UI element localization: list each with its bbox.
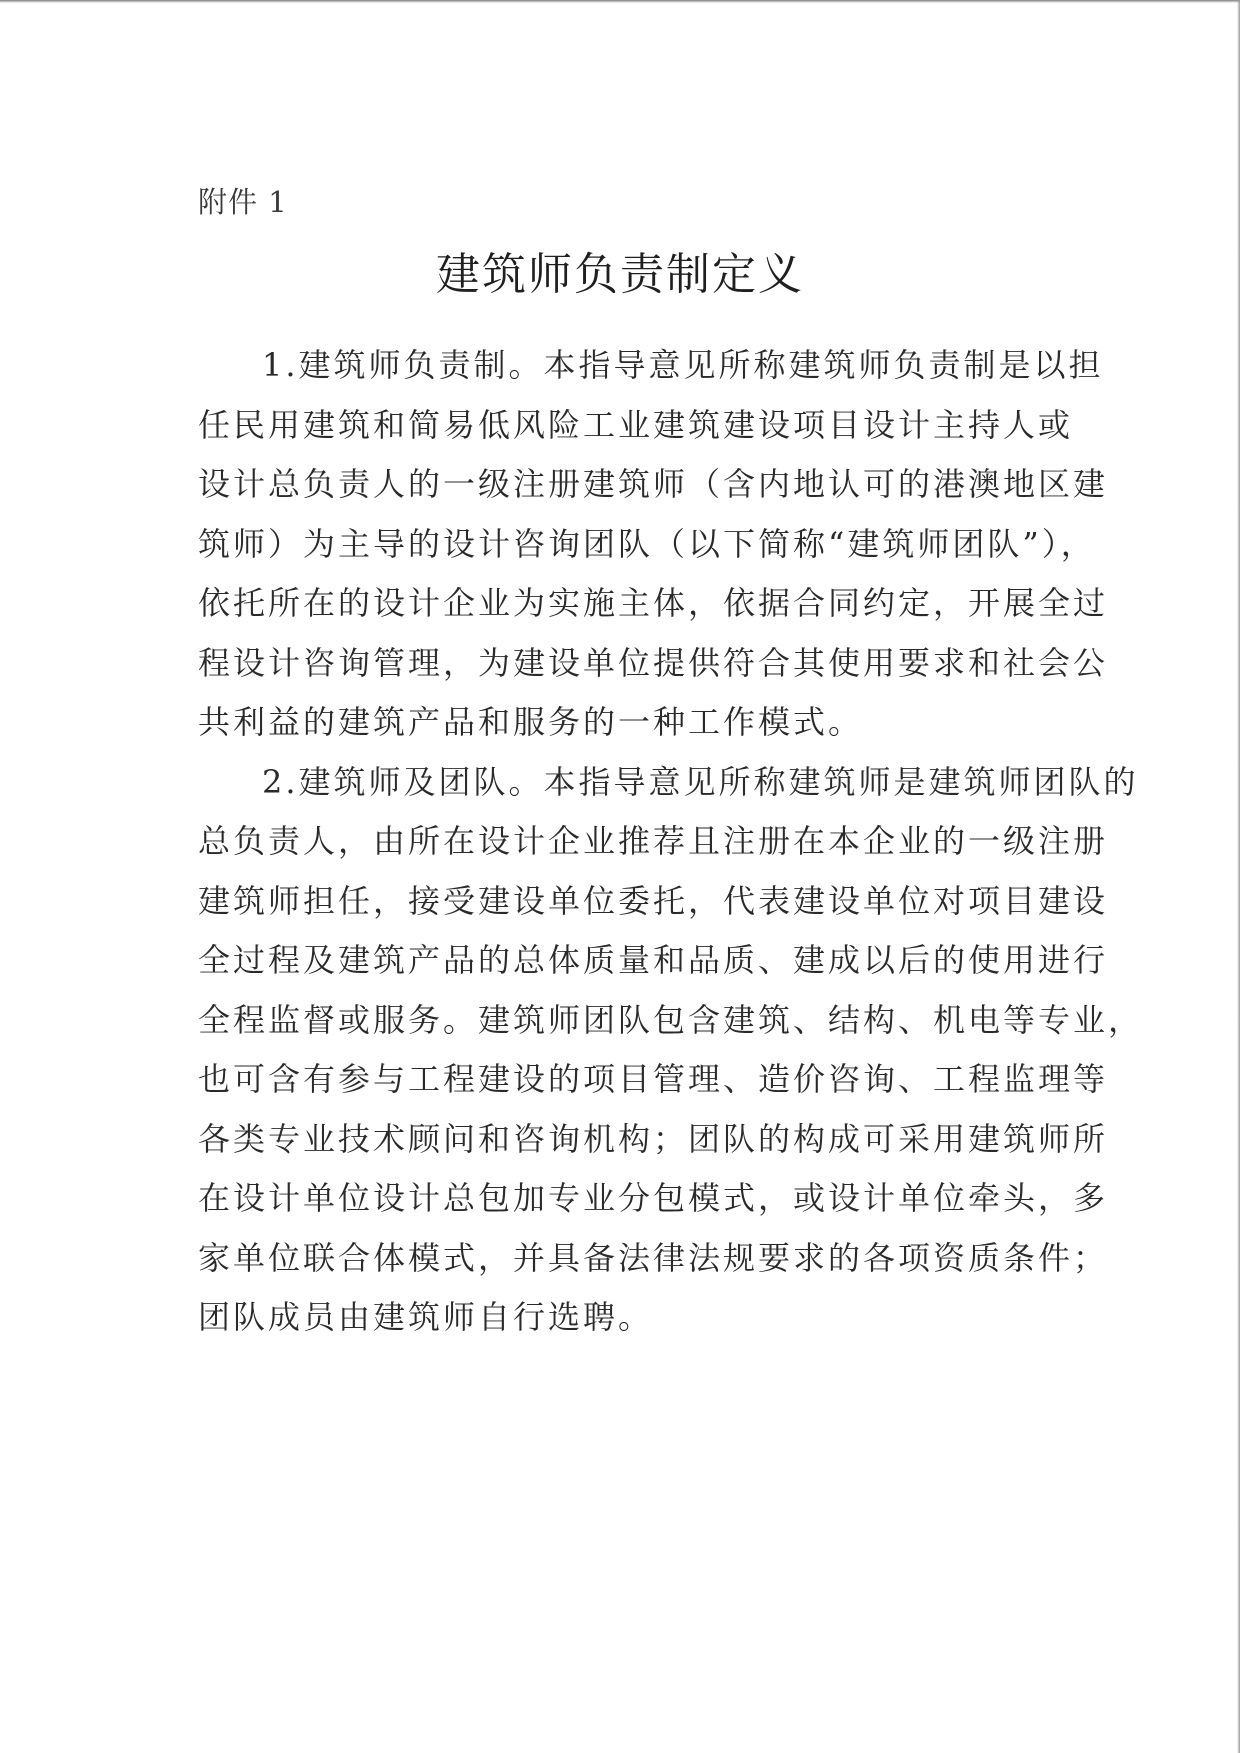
text-line: 总负责人，由所在设计企业推荐且注册在本企业的一级注册	[198, 822, 1109, 860]
text-line: 也可含有参与工程建设的项目管理、造价咨询、工程监理等	[198, 1060, 1109, 1098]
text-line: 在设计单位设计总包加专业分包模式，或设计单位牵头，多	[198, 1179, 1109, 1217]
text-line: 家单位联合体模式，并具备法律法规要求的各项资质条件；	[198, 1238, 1109, 1277]
text-line: 1.建筑师负责制。本指导意见所称建筑师负责制是以担	[262, 346, 1104, 384]
text-line: 各类专业技术顾问和咨询机构；团队的构成可采用建筑师所	[198, 1119, 1109, 1158]
text-line: 建筑师担任，接受建设单位委托，代表建设单位对项目建设	[198, 881, 1109, 920]
text-line: 筑师）为主导的设计咨询团队（以下简称“建筑师团队”），	[198, 524, 1096, 563]
scan-edge-top	[0, 0, 1240, 3]
document-body	[198, 336, 1144, 1348]
text-line: 全程监督或服务。建筑师团队包含建筑、结构、机电等专业，	[198, 1000, 1144, 1039]
text-line: 任民用建筑和简易低风险工业建筑建设项目设计主持人或	[198, 405, 1074, 444]
text-line: 共利益的建筑产品和服务的一种工作模式。	[198, 703, 864, 741]
text-line: 程设计咨询管理，为建设单位提供符合其使用要求和社会公	[198, 643, 1109, 682]
page-title: 建筑师负责制定义	[436, 249, 804, 300]
text-line: 设计总负责人的一级注册建筑师（含内地认可的港澳地区建	[198, 465, 1109, 503]
paragraph-architect-responsibility-system	[198, 336, 1109, 753]
text-line: 2.建筑师及团队。本指导意见所称建筑师是建筑师团队的	[262, 762, 1139, 801]
text-line: 全过程及建筑产品的总体质量和品质、建成以后的使用进行	[198, 941, 1109, 979]
text-line: 团队成员由建筑师自行选聘。	[198, 1298, 654, 1336]
paragraph-architect-and-team	[198, 753, 1144, 1348]
annex-label: 附件 1	[198, 185, 288, 219]
text-line: 依托所在的设计企业为实施主体，依据合同约定，开展全过	[198, 584, 1109, 622]
